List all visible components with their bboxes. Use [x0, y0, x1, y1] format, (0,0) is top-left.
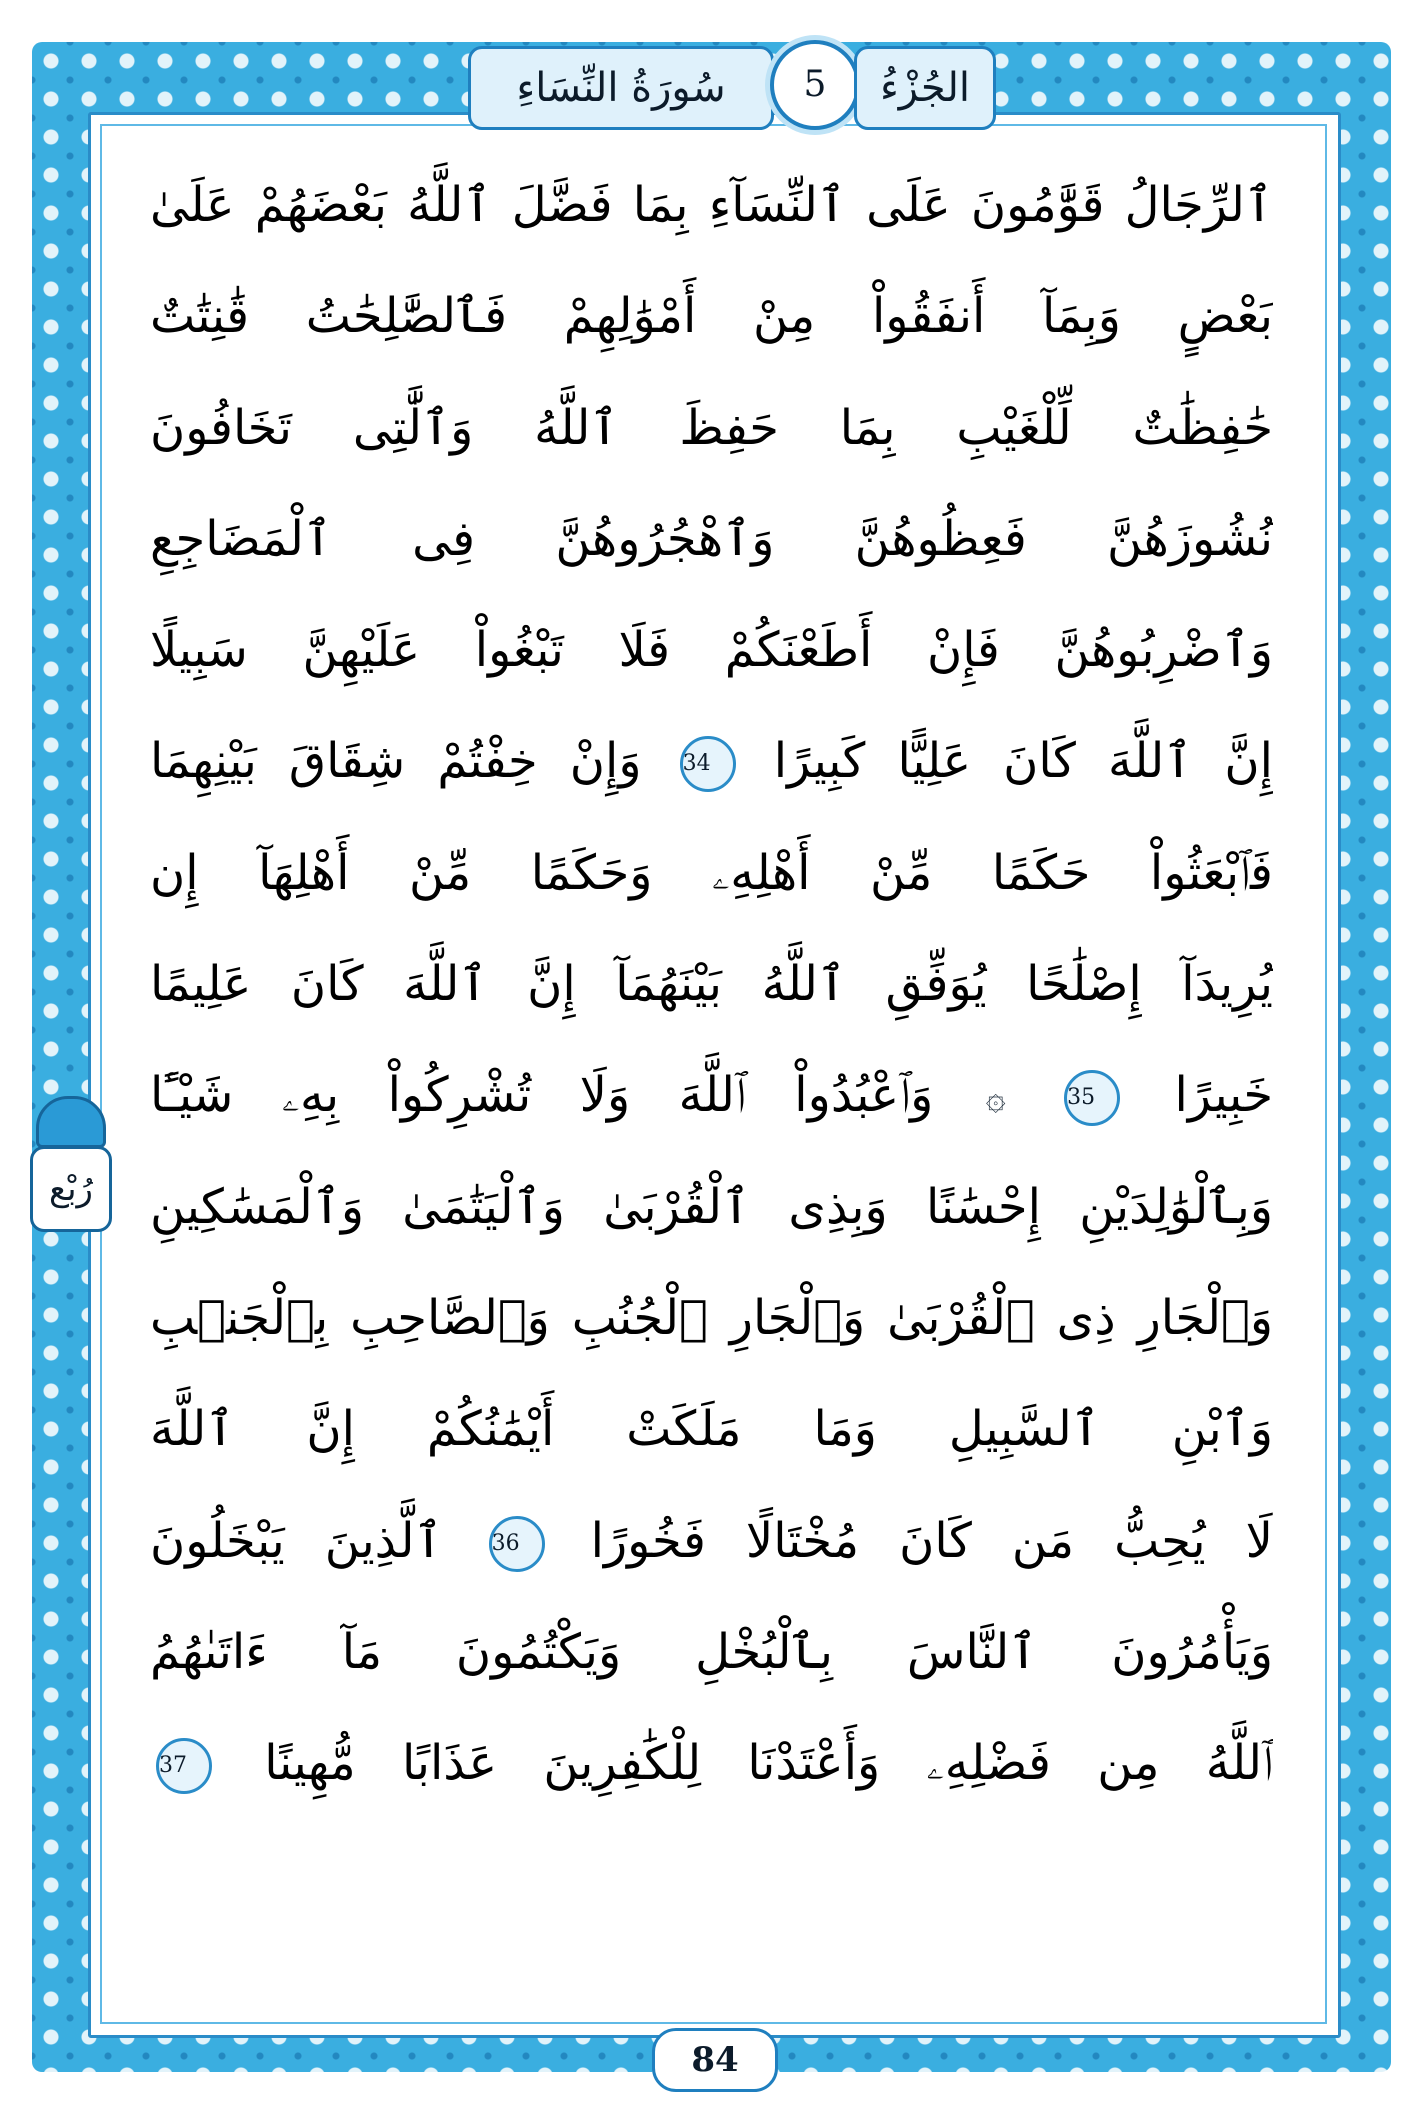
text-line — [150, 261, 1273, 372]
text-line — [150, 1374, 1273, 1485]
line-text: وَٱبْنِ ٱلسَّبِيلِ وَمَا مَلَكَتْ أَيْمَٰنُكُمْ إِنَّ ٱللَّهَ — [150, 1401, 1273, 1458]
text-line — [150, 1597, 1273, 1708]
text-line — [150, 929, 1273, 1040]
line-text: نُشُوزَهُنَّ فَعِظُوهُنَّ وَٱهْجُرُوهُنَّ فِى ٱلْمَضَاجِعِ — [150, 510, 1273, 567]
line-text: خَبِيرًا — [1174, 1067, 1273, 1124]
text-line — [150, 595, 1273, 706]
rub-label-box — [30, 1146, 112, 1232]
line-text: فَٱبْعَثُواْ حَكَمًا مِّنْ أَهْلِهِۦ وَحَكَمًا مِّنْ أَهْلِهَآ إِن — [150, 844, 1273, 901]
page-number-badge — [652, 2028, 778, 2092]
ayah-number-marker: 35 — [1064, 1070, 1120, 1126]
line-text: ٱلَّذِينَ يَبْخَلُونَ — [150, 1512, 443, 1569]
line-text: يُرِيدَآ إِصْلَٰحًا يُوَفِّقِ ٱللَّهُ بَيْنَهُمَآ إِنَّ ٱللَّهَ كَانَ عَلِيمًا — [150, 956, 1273, 1013]
ayah-number-marker: 37 — [156, 1738, 212, 1794]
hizb-star-icon: ۞ — [985, 1077, 1006, 1118]
rub-ornament-icon — [36, 1096, 106, 1148]
ayah-number-marker: 36 — [489, 1516, 545, 1572]
rub-label: رُبْع — [49, 1169, 93, 1209]
text-line — [150, 484, 1273, 595]
line-text: إِنَّ ٱللَّهَ كَانَ عَلِيًّا كَبِيرًا — [773, 733, 1273, 790]
text-line — [150, 373, 1273, 484]
line-text: وَٱلْجَارِ ذِى ٱلْقُرْبَىٰ وَٱلْجَارِ ٱلْجُنُبِ وَٱلصَّاحِبِ بِٱلْجَنۢبِ — [150, 1289, 1273, 1346]
text-line — [150, 1708, 1273, 1819]
surah-name-cartouche — [468, 46, 774, 130]
line-text: وَإِنْ خِفْتُمْ شِقَاقَ بَيْنِهِمَا — [150, 733, 642, 790]
page-header — [468, 40, 990, 138]
rub-marker — [22, 1096, 114, 1228]
juz-label: الجُزْءُ — [880, 65, 970, 111]
page-number: 84 — [691, 2040, 739, 2080]
text-line — [150, 706, 1273, 817]
quran-text — [150, 150, 1273, 1819]
surah-name: سُورَةُ النِّسَاءِ — [516, 65, 726, 111]
text-line — [150, 1486, 1273, 1597]
text-line — [150, 150, 1273, 261]
line-text: وَٱعْبُدُواْ ٱللَّهَ وَلَا تُشْرِكُواْ بِهِۦ شَيْـًٔا — [150, 1067, 934, 1124]
line-text: وَيَأْمُرُونَ ٱلنَّاسَ بِٱلْبُخْلِ وَيَكْتُمُونَ مَآ ءَاتَىٰهُمُ — [150, 1623, 1273, 1680]
ayah-number-marker: 34 — [680, 736, 736, 792]
juz-number: 5 — [803, 64, 827, 105]
text-line — [150, 818, 1273, 929]
text-line — [150, 1040, 1273, 1151]
juz-number-medallion — [770, 40, 860, 130]
line-text: وَبِٱلْوَٰلِدَيْنِ إِحْسَٰنًا وَبِذِى ٱلْقُرْبَىٰ وَٱلْيَتَٰمَىٰ وَٱلْمَسَٰكِينِ — [150, 1178, 1273, 1235]
text-line — [150, 1263, 1273, 1374]
line-text: حَٰفِظَٰتٌ لِّلْغَيْبِ بِمَا حَفِظَ ٱللَّهُ وَٱلَّٰتِى تَخَافُونَ — [150, 399, 1273, 456]
line-text: وَٱضْرِبُوهُنَّ فَإِنْ أَطَعْنَكُمْ فَلَا تَبْغُواْ عَلَيْهِنَّ سَبِيلًا — [150, 622, 1273, 679]
line-text: ٱلرِّجَالُ قَوَّٰمُونَ عَلَى ٱلنِّسَآءِ بِمَا فَضَّلَ ٱللَّهُ بَعْضَهُمْ عَلَىٰ — [150, 177, 1273, 233]
line-text: ٱللَّهُ مِن فَضْلِهِۦ وَأَعْتَدْنَا لِلْكَٰفِرِينَ عَذَابًا مُّهِينًا — [264, 1735, 1273, 1792]
line-text: بَعْضٍ وَبِمَآ أَنفَقُواْ مِنْ أَمْوَٰلِهِمْ فَٱلصَّٰلِحَٰتُ قَٰنِتَٰتٌ — [150, 288, 1273, 345]
juz-label-cartouche — [854, 46, 996, 130]
text-line — [150, 1152, 1273, 1263]
line-text: لَا يُحِبُّ مَن كَانَ مُخْتَالًا فَخُورًا — [590, 1512, 1273, 1569]
